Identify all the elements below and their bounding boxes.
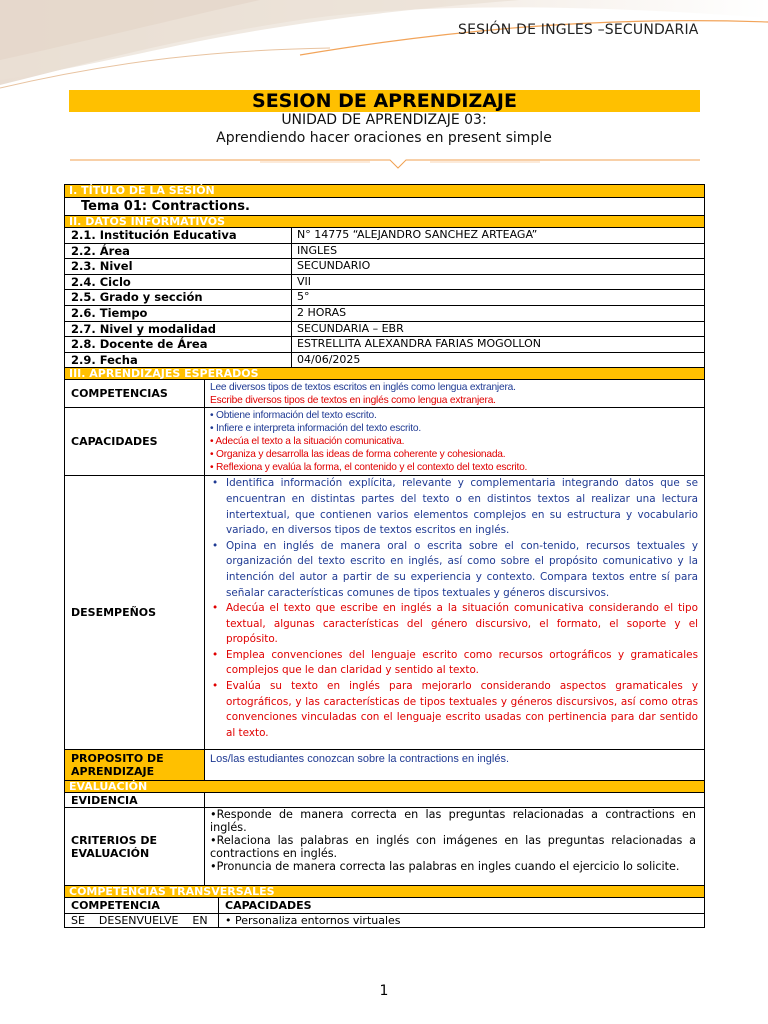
transversales-row [65, 913, 704, 927]
datos-label: 2.6. Tiempo [65, 306, 292, 321]
criterios-label: CRITERIOS DE EVALUACIÓN [65, 808, 205, 885]
competencias-row [65, 379, 704, 407]
datos-value: SECUNDARIA – EBR [297, 321, 404, 335]
criterio-item: •Relaciona las palabras en inglés con imágenes en las preguntas relacionadas a contractions en inglés. [210, 833, 696, 860]
capacidad-item: • Reflexiona y evalúa la forma, el contenido y el contexto del texto escrito. [210, 462, 528, 474]
page-number: 1 [379, 983, 389, 999]
tema-title: Tema 01: Contractions. [65, 197, 704, 215]
datos-row [65, 243, 704, 259]
datos-value: SECUNDARIO [297, 259, 371, 273]
datos-value: VII [297, 274, 312, 288]
competencia-item: Lee diversos tipos de textos escritos en inglés como lengua extranjera. [210, 382, 516, 394]
datos-row [65, 305, 704, 321]
capacidades-label: CAPACIDADES [65, 408, 205, 475]
desempeno-item: • Emplea convenciones del lenguaje escrito como recursos ortográficos y gramaticales complejos que le dan claridad y sentido al texto. [210, 648, 698, 679]
capacidad-item: • Organiza y desarrolla las ideas de forma coherente y cohesionada. [210, 449, 506, 461]
page-title: SESION DE APRENDIZAJE [69, 90, 700, 112]
capacidad-item: • Obtiene información del texto escrito. [210, 410, 377, 422]
session-table [64, 184, 705, 928]
header-swoosh-art [0, 0, 768, 90]
section-header-aprendizajes: III. APRENDIZAJES ESPERADOS [65, 367, 704, 379]
datos-value: ESTRELLITA ALEXANDRA FARIAS MOGOLLON [297, 337, 542, 351]
datos-value: 5° [297, 290, 310, 304]
evidencia-value [205, 793, 704, 807]
datos-label: 2.2. Área [65, 244, 292, 259]
datos-value: N° 14775 “ALEJANDRO SANCHEZ ARTEAGA” [297, 228, 538, 241]
datos-value: 2 HORAS [297, 305, 347, 319]
evidencia-row [65, 792, 704, 807]
desempeno-item: • Evalúa su texto en inglés para mejorarlo considerando aspectos gramaticales y ortográficos, y las características de tipos textuales y géneros discursivos, así como otras convenciones vinculadas con el lenguaje escrito usadas con pertinencia para dar sentido al texto. [210, 679, 698, 741]
datos-row [65, 289, 704, 305]
datos-label: 2.7. Nivel y modalidad [65, 322, 292, 337]
datos-row [65, 227, 704, 243]
datos-row [65, 258, 704, 274]
desempenos-label: DESEMPEÑOS [65, 476, 205, 749]
datos-label: 2.1. Institución Educativa [65, 228, 292, 243]
evidencia-label: EVIDENCIA [65, 793, 205, 807]
datos-value: INGLES [297, 243, 338, 257]
datos-label: 2.9. Fecha [65, 353, 292, 368]
transversal-competencia: SE DESENVUELVE EN [65, 914, 219, 927]
datos-label: 2.3. Nivel [65, 259, 292, 274]
competencias-content [205, 380, 704, 407]
transversales-header-row [65, 897, 704, 913]
desempeno-item: • Adecúa el texto que escribe en inglés a la situación comunicativa considerando el tipo textual, algunas características del género discursivo, el formato, el soporte y el propósito. [210, 601, 698, 648]
unit-title: UNIDAD DE APRENDIZAJE 03: [281, 112, 487, 128]
capacidades-row [65, 407, 704, 475]
datos-label: 2.5. Grado y sección [65, 290, 292, 305]
datos-label: 2.4. Ciclo [65, 275, 292, 290]
criterios-row [65, 807, 704, 885]
datos-row [65, 352, 704, 368]
section-header-datos: II. DATOS INFORMATIVOS [65, 215, 704, 227]
capacidades-content [205, 408, 704, 475]
competencias-label: COMPETENCIAS [65, 380, 205, 407]
orange-divider [60, 154, 710, 178]
header-text: SESIÓN DE INGLES –SECUNDARIA [458, 22, 699, 38]
criterio-item: •Pronuncia de manera correcta las palabras en ingles cuando el ejercicio lo solicite. [210, 859, 680, 873]
unit-subtitle: Aprendiendo hacer oraciones en present simple [216, 130, 552, 146]
competencia-item: Escribe diversos tipos de textos en inglés como lengua extranjera. [210, 395, 496, 407]
datos-row [65, 336, 704, 352]
datos-label: 2.8. Docente de Área [65, 337, 292, 352]
criterios-content [205, 808, 704, 885]
datos-row [65, 321, 704, 337]
section-header-evaluacion: EVALUACIÓN [65, 780, 704, 792]
capacidad-item: • Infiere e interpreta información del texto escrito. [210, 423, 421, 435]
proposito-text: Los/las estudiantes conozcan sobre la contractions en inglés. [210, 753, 510, 766]
criterio-item: •Responde de manera correcta en las preguntas relacionadas a contractions en inglés. [210, 808, 696, 835]
desempeno-item: • Opina en inglés de manera oral o escrita sobre el con-tenido, recursos textuales y organización del texto escrito en inglés, así como sobre el propósito comunicativo y la intención del autor a partir de su experiencia y contexto. Compara textos entre sí para señalar características comunes de tipos textuales y géneros discursivos. [210, 539, 698, 601]
section-header-titulo: I. TÍTULO DE LA SESIÓN [65, 185, 704, 197]
proposito-label: PROPOSITO DE APRENDIZAJE [65, 750, 205, 780]
proposito-row [65, 749, 704, 780]
section-header-transversales: COMPETENCIAS TRANSVERSALES [65, 885, 704, 897]
transversales-col-capacidades: CAPACIDADES [225, 899, 312, 913]
datos-row [65, 274, 704, 290]
transversales-col-competencia: COMPETENCIA [65, 898, 219, 913]
transversal-capacidad: • Personaliza entornos virtuales [225, 914, 401, 928]
capacidad-item: • Adecúa el texto a la situación comunicativa. [210, 436, 405, 448]
datos-value: 04/06/2025 [297, 352, 361, 366]
desempenos-content [205, 476, 704, 749]
desempeno-item: • Identifica información explícita, relevante y complementaria integrando datos que se encuentran en distintas partes del texto o en distintos textos al realizar una lectura intertextual, que contienen varios elementos complejos en su estructura y vocabulario variado, en diversos tipos de textos escritos en inglés. [210, 476, 698, 538]
desempenos-row [65, 475, 704, 749]
